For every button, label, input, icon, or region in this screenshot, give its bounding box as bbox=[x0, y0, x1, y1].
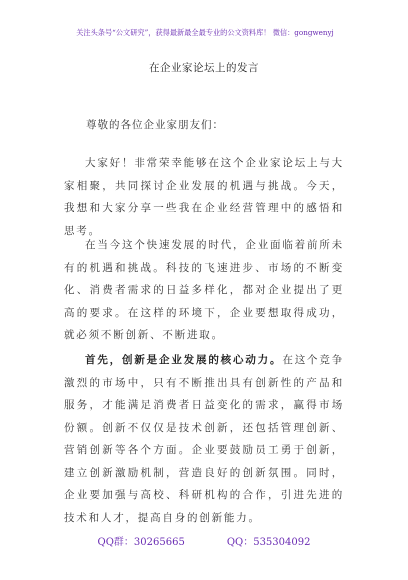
footer bbox=[0, 533, 408, 548]
paragraph-innovation bbox=[64, 349, 344, 529]
salutation: 尊敬的各位企业家朋友们： bbox=[86, 119, 224, 131]
paragraph-innovation-body: 在这个竞争激烈的市场中，只有不断推出具有创新性的产品和服务，才能满足消费者日益变化的需求，赢得市场份额。创新不仅仅是技术创新，还包括管理创新、营销创新等各个方面。企业要鼓励员工勇于创新，建立创新激励机制，营造良好的创新氛围。同时，企业要加强与高校、科研机构的合作，引进先进的技术和人才，提高自身的创新能力。 bbox=[64, 354, 344, 524]
paragraph-intro: 大家好！非常荣幸能够在这个企业家论坛上与大家相聚，共同探讨企业发展的机遇与挑战。今天，我想和大家分享一些我在企业经营管理中的感悟和思考。 bbox=[64, 157, 344, 237]
footer-qq-group: QQ群：30265665 bbox=[97, 537, 185, 548]
paragraph-context: 在当今这个快速发展的时代，企业面临着前所未有的机遇和挑战。科技的飞速进步、市场的不断变化、消费者需求的日益多样化，都对企业提出了更高的要求。在这样的环境下，企业要想取得成功，就必须不断创新、不断进取。 bbox=[64, 239, 344, 341]
paragraph-innovation-lead: 首先，创新是企业发展的核心动力。 bbox=[85, 354, 283, 366]
header-banner: 关注头条号“公文研究”，获得最新最全最专业的公文资料库！ 微信：gongwenyj bbox=[76, 28, 334, 37]
footer-qq-contact: QQ：535304092 bbox=[226, 537, 311, 548]
document-title: 在企业家论坛上的发言 bbox=[149, 62, 259, 74]
